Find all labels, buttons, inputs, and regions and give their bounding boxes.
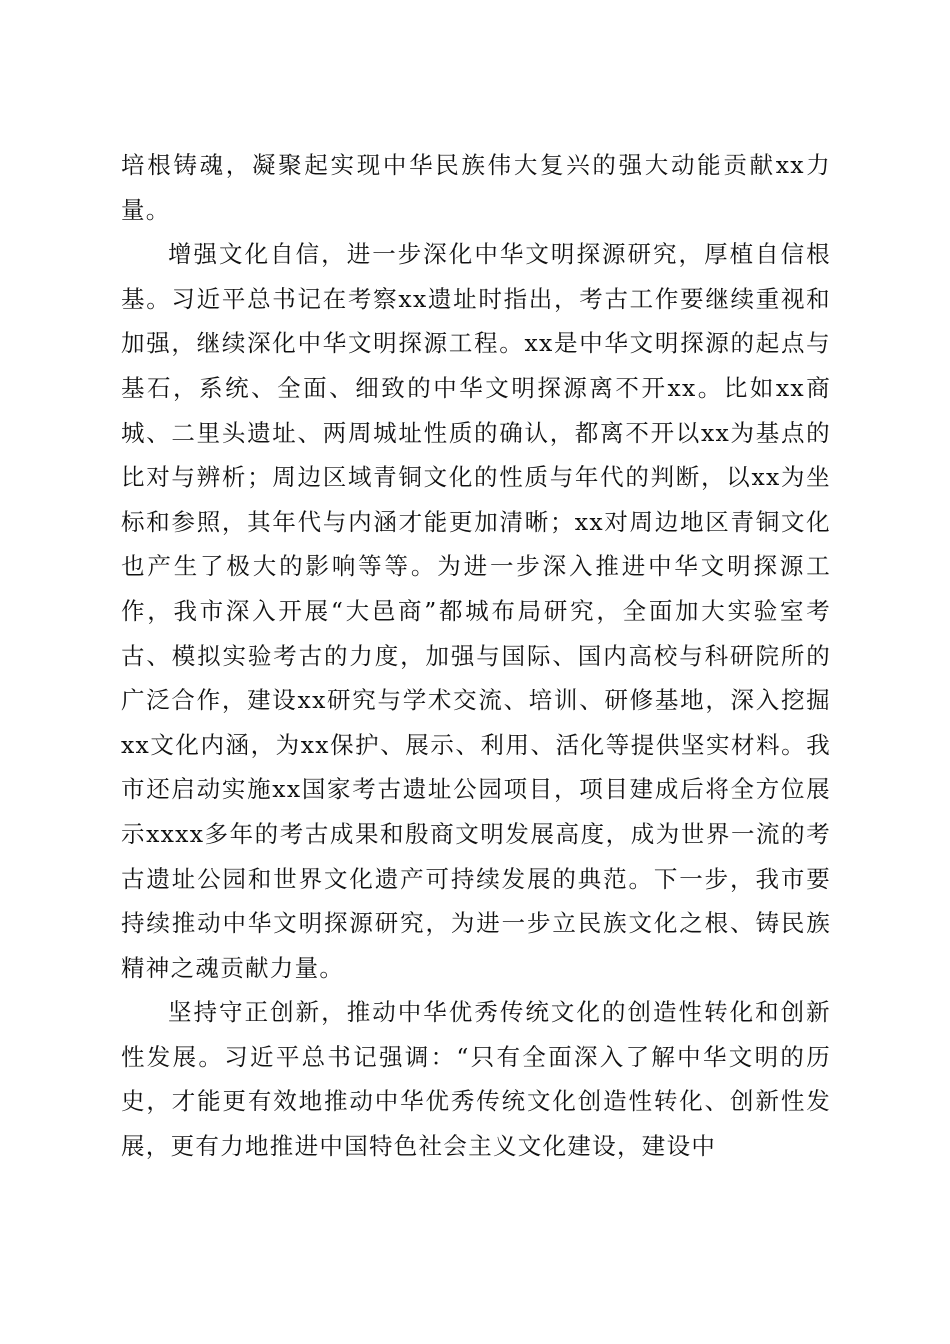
paragraph-innovation: 坚持守正创新，推动中华优秀传统文化的创造性转化和创新性发展。习近平总书记强调：“只有全面深入了解中华文明的历史，才能更有效地推动中华优秀传统文化创造性转化、创新性发展，更有力地推进中国特色社会主义文化建设，建设中 — [121, 998, 831, 1161]
document-body — [121, 143, 831, 1169]
paragraph-cultural-confidence: 增强文化自信，进一步深化中华文明探源研究，厚植自信根基。习近平总书记在考察xx遗址时指出，考古工作要继续重视和加强，继续深化中华文明探源工程。xx是中华文明探源的起点与基石，系统、全面、细致的中华文明探源离不开xx。比如xx商城、二里头遗址、两周城址性质的确认，都离不开以xx为基点的比对与辨析；周边区域青铜文化的性质与年代的判断，以xx为坐标和参照，其年代与内涵才能更加清晰；xx对周边地区青铜文化也产生了极大的影响等等。为进一步深入推进中华文明探源工作，我市深入开展“大邑商”都城布局研究，全面加大实验室考古、模拟实验考古的力度，加强与国际、国内高校与科研院所的广泛合作，建设xx研究与学术交流、培训、研修基地，深入挖掘xx文化内涵，为xx保护、展示、利用、活化等提供坚实材料。我市还启动实施xx国家考古遗址公园项目，项目建成后将全方位展示xxxx多年的考古成果和殷商文明发展高度，成为世界一流的考古遗址公园和世界文化遗产可持续发展的典范。下一步，我市要持续推动中华文明探源研究，为进一步立民族文化之根、铸民族精神之魂贡献力量。 — [121, 240, 831, 982]
paragraph-continuation: 培根铸魂，凝聚起实现中华民族伟大复兴的强大动能贡献xx力量。 — [121, 151, 831, 224]
